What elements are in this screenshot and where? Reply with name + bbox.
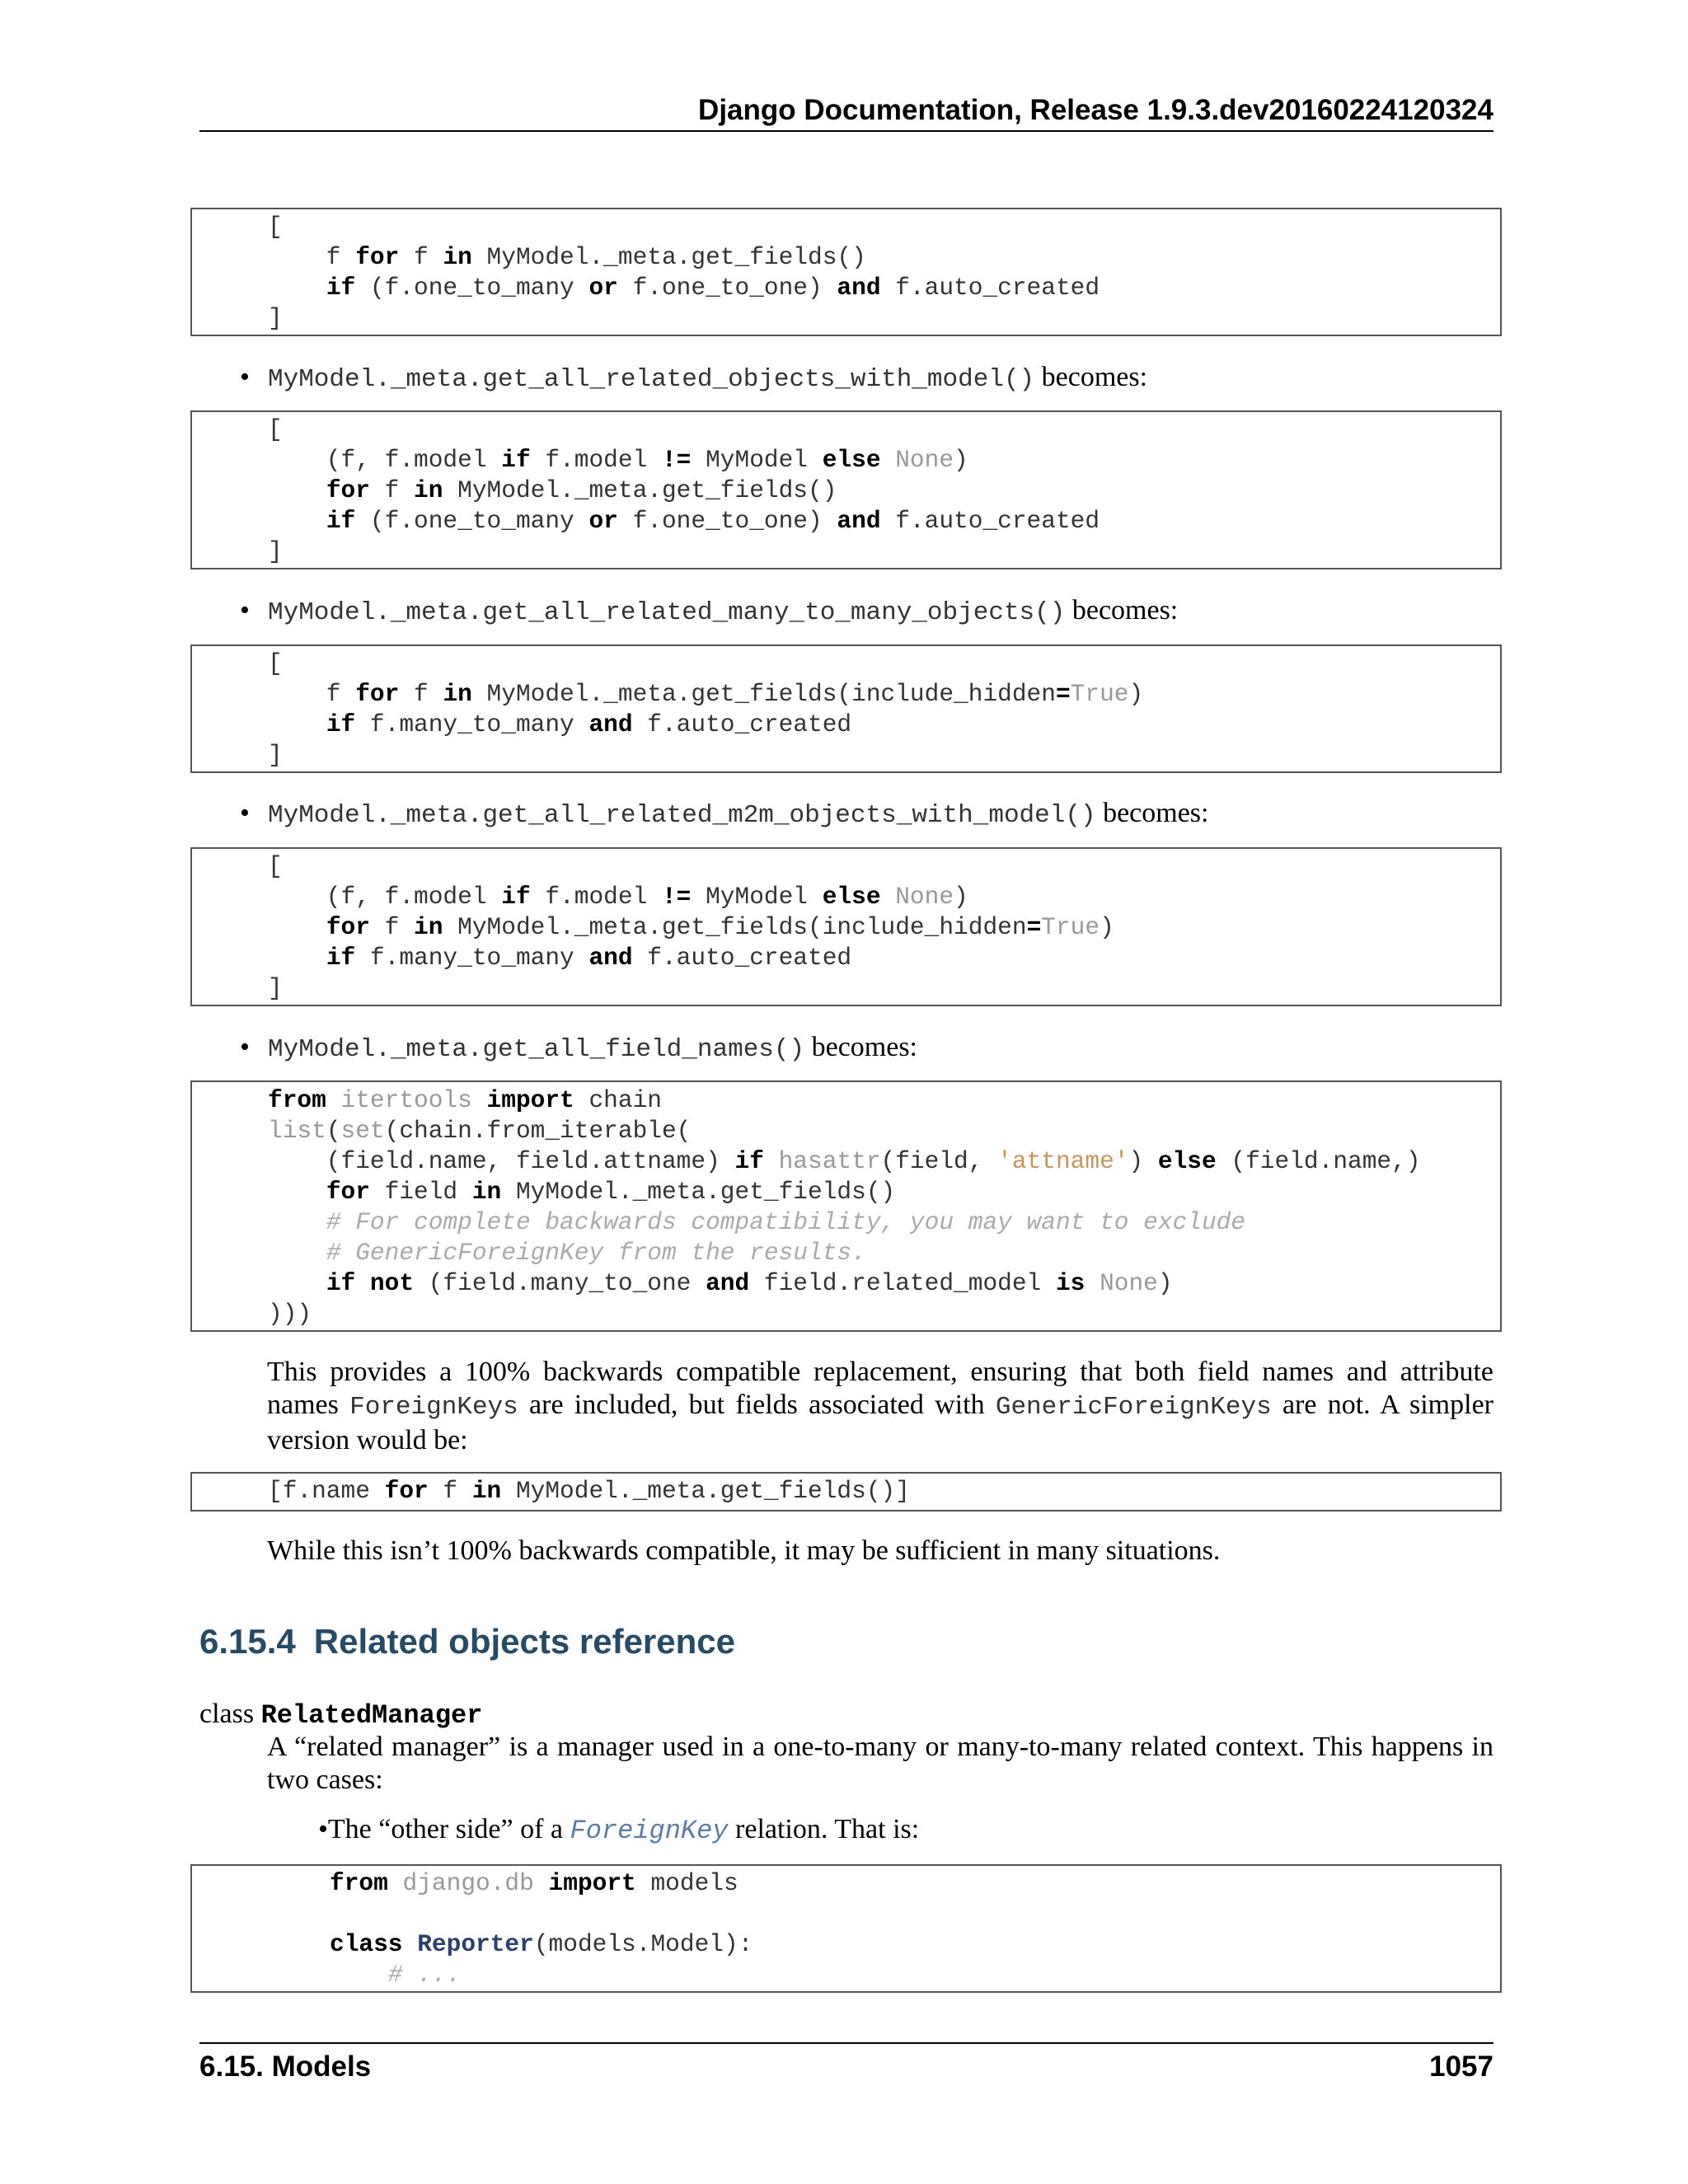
paragraph-sufficient: While this isn’t 100% backwards compatible, it may be sufficient in many situations.: [267, 1535, 1221, 1566]
bullet-item-1: • MyModel._meta.get_all_related_objects_with_model() becomes:: [240, 362, 1148, 394]
bullet-text-1: becomes:: [1034, 362, 1148, 392]
class-keyword: class: [199, 1699, 255, 1729]
code-block-7: from django.db import models class Reporter(models.Model): # ...: [190, 1864, 1502, 1993]
bullet-text-2: becomes:: [1065, 595, 1179, 626]
code-block-1: [ f for f in MyModel._meta.get_fields() if (f.one_to_many or f.one_to_one) and f.auto_created ]: [190, 208, 1502, 336]
case-item: [318, 1813, 1489, 1848]
section-number: 6.15.4: [199, 1622, 296, 1661]
bullet-text-3: becomes:: [1095, 798, 1209, 828]
paragraph-text-2: are included, but fields associated with: [518, 1390, 996, 1420]
bullet-code-4: MyModel._meta.get_all_field_names(): [268, 1035, 805, 1064]
section-heading: [199, 1620, 735, 1663]
bullet-item-2: • MyModel._meta.get_all_related_many_to_many_objects() becomes:: [240, 595, 1179, 627]
code-block-3: [ f for f in MyModel._meta.get_fields(include_hidden=True) if f.many_to_many and f.auto_created ]: [190, 644, 1502, 773]
paragraph-compat: [267, 1356, 1493, 1457]
footer-rule: [199, 2042, 1493, 2044]
bullet-text-4: becomes:: [804, 1032, 918, 1062]
bullet-item-4: • MyModel._meta.get_all_field_names() becomes:: [240, 1032, 918, 1064]
case-prefix: •The “other side” of a: [318, 1814, 570, 1844]
inline-code-foreignkeys: ForeignKeys: [349, 1393, 518, 1422]
code-block-5: from itertools import chain list(set(chain.from_iterable( (field.name, field.attname) if hasattr(field, 'attname') else (field.name,) for field in MyModel._meta.get_fields() # For complete backwards compatibility, you may want to exclude # GenericForeignKey from the results. if not (field.many_to_one and field.related_model is None) ))): [190, 1080, 1502, 1332]
class-description: A “related manager” is a manager used in a one-to-many or many-to-many related context. This happens in two cases:: [267, 1732, 1493, 1795]
paragraph-text-1: This provides a 100% backwards compatible replacement, ensuring that both field names and attribute names: [267, 1357, 1493, 1420]
class-name: RelatedManager: [260, 1700, 483, 1731]
code-block-2: [ (f, f.model if f.model != MyModel else None) for f in MyModel._meta.get_fields() if (f.one_to_many or f.one_to_one) and f.auto_created ]: [190, 410, 1502, 569]
bullet-code-1: MyModel._meta.get_all_related_objects_with_model(): [268, 365, 1035, 394]
class-signature: [199, 1698, 482, 1732]
code-block-6: [f.name for f in MyModel._meta.get_fields()]: [190, 1472, 1502, 1511]
bullet-code-2: MyModel._meta.get_all_related_many_to_many_objects(): [268, 598, 1066, 627]
paragraph-text-3: are not. A simpler version would be:: [267, 1390, 1493, 1455]
page-header: Django Documentation, Release 1.9.3.dev20160224120324: [698, 94, 1493, 126]
page-number: 1057: [1429, 2050, 1493, 2083]
case-suffix: relation. That is:: [728, 1814, 920, 1844]
code-block-4: [ (f, f.model if f.model != MyModel else None) for f in MyModel._meta.get_fields(include_hidden=True) if f.many_to_many and f.auto_created ]: [190, 847, 1502, 1006]
footer-section: 6.15. Models: [199, 2050, 372, 2083]
bullet-item-3: • MyModel._meta.get_all_related_m2m_objects_with_model() becomes:: [240, 798, 1209, 830]
bullet-code-3: MyModel._meta.get_all_related_m2m_objects_with_model(): [268, 801, 1096, 830]
inline-code-genericforeignkeys: GenericForeignKeys: [995, 1393, 1272, 1422]
header-rule: [199, 130, 1493, 132]
foreignkey-link[interactable]: ForeignKey: [570, 1816, 729, 1846]
section-title-text: Related objects reference: [313, 1622, 735, 1661]
